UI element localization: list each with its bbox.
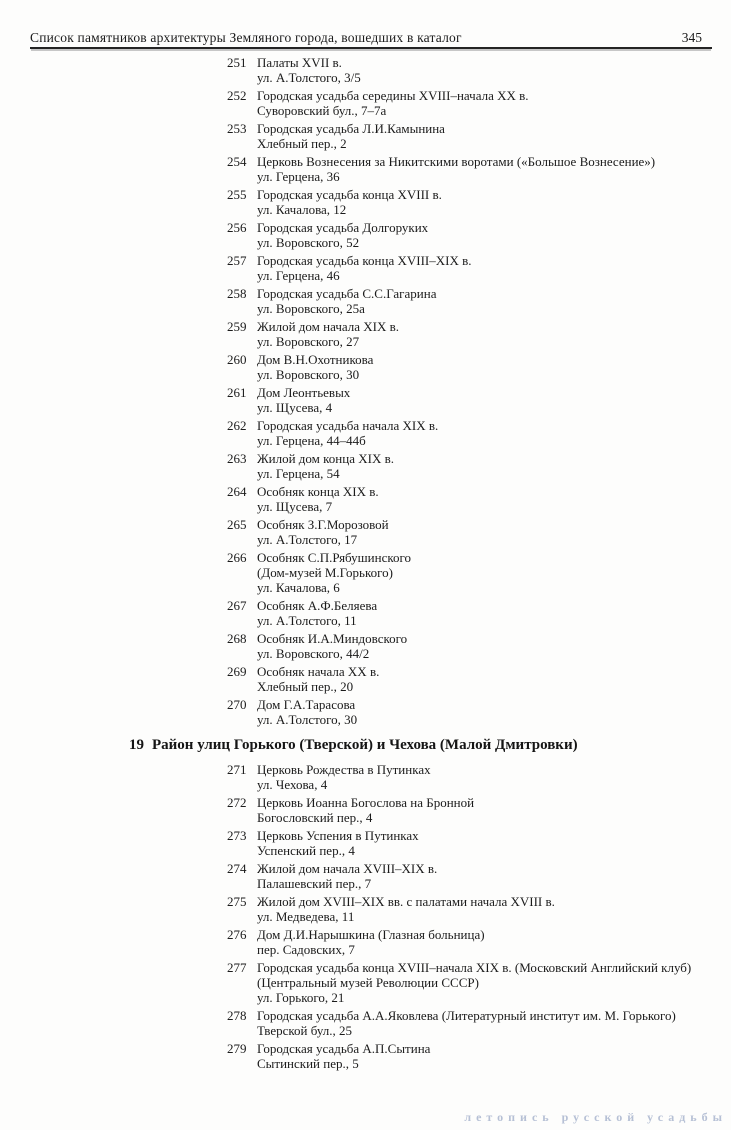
entry-number: 279 xyxy=(227,1041,247,1056)
entry-number: 262 xyxy=(227,418,247,433)
running-header xyxy=(30,30,712,49)
catalog-entry xyxy=(227,451,721,481)
entry-lines xyxy=(257,894,721,924)
entry-lines xyxy=(257,55,721,85)
entry-number: 256 xyxy=(227,220,247,235)
section-heading xyxy=(129,736,721,755)
catalog-entry xyxy=(227,598,721,628)
catalog-entry xyxy=(227,697,721,727)
entry-lines xyxy=(257,664,721,694)
entry-title: Дом В.Н.Охотникова xyxy=(257,352,374,367)
entry-lines xyxy=(257,319,721,349)
catalog-entry xyxy=(227,1008,721,1038)
entry-address: ул. Щусева, 7 xyxy=(257,499,333,514)
entry-title: Городская усадьба Л.И.Камынина xyxy=(257,121,445,136)
page-number: 345 xyxy=(681,30,702,45)
catalog-entry xyxy=(227,795,721,825)
catalog-entry xyxy=(227,352,721,382)
entry-title: Жилой дом XVIII–XIX вв. с палатами начала XVIII в. xyxy=(257,894,555,909)
entry-address: ул. Герцена, 36 xyxy=(257,169,340,184)
entry-number: 255 xyxy=(227,187,247,202)
entry-address: ул. А.Толстого, 11 xyxy=(257,613,357,628)
entry-lines xyxy=(257,1008,721,1038)
entry-number: 275 xyxy=(227,894,247,909)
entry-lines xyxy=(257,286,721,316)
entry-lines xyxy=(257,762,721,792)
catalog-entry xyxy=(227,894,721,924)
entry-number: 266 xyxy=(227,550,247,565)
entry-number: 261 xyxy=(227,385,247,400)
entry-address: ул. Качалова, 6 xyxy=(257,580,340,595)
catalog-entry xyxy=(227,220,721,250)
entry-title: Особняк А.Ф.Беляева xyxy=(257,598,378,613)
entry-number: 272 xyxy=(227,795,247,810)
entry-lines xyxy=(257,121,721,151)
entry-number: 257 xyxy=(227,253,247,268)
entry-title: Городская усадьба конца XVIII–XIX в. xyxy=(257,253,472,268)
entry-number: 263 xyxy=(227,451,247,466)
entry-address: ул. А.Толстого, 17 xyxy=(257,532,358,547)
entry-title: Дом Г.А.Тарасова xyxy=(257,697,356,712)
entry-number: 276 xyxy=(227,927,247,942)
entry-lines xyxy=(257,598,721,628)
entry-lines xyxy=(257,960,721,1005)
entry-lines xyxy=(257,517,721,547)
catalog-entry xyxy=(227,121,721,151)
entry-lines xyxy=(257,484,721,514)
entry-number: 260 xyxy=(227,352,247,367)
entry-title: Палаты XVII в. xyxy=(257,55,342,70)
catalog-entry xyxy=(227,960,721,1005)
entry-subtitle: (Центральный музей Революции СССР) xyxy=(257,975,479,990)
entry-lines xyxy=(257,861,721,891)
entry-lines xyxy=(257,1041,721,1071)
catalog-entry xyxy=(227,828,721,858)
entry-lines xyxy=(257,253,721,283)
entry-number: 269 xyxy=(227,664,247,679)
entry-title: Городская усадьба А.А.Яковлева (Литературный институт им. М. Горького) xyxy=(257,1008,676,1023)
running-header-title: Список памятников архитектуры Земляного города, вошедших в каталог xyxy=(30,30,462,45)
entry-lines xyxy=(257,828,721,858)
entry-address: ул. Герцена, 54 xyxy=(257,466,340,481)
entry-title: Городская усадьба А.П.Сытина xyxy=(257,1041,431,1056)
entry-number: 259 xyxy=(227,319,247,334)
entry-title: Дом Д.И.Нарышкина (Глазная больница) xyxy=(257,927,485,942)
entry-lines xyxy=(257,352,721,382)
entry-address: Суворовский бул., 7–7а xyxy=(257,103,387,118)
entry-number: 253 xyxy=(227,121,247,136)
entry-address: Успенский пер., 4 xyxy=(257,843,355,858)
monument-list-upper xyxy=(0,55,731,727)
catalog-entry xyxy=(227,927,721,957)
catalog-entry xyxy=(227,861,721,891)
entry-address: Богословский пер., 4 xyxy=(257,810,373,825)
catalog-entry xyxy=(227,88,721,118)
catalog-entry xyxy=(227,664,721,694)
entry-address: Хлебный пер., 2 xyxy=(257,136,347,151)
section-title: Район улиц Горького (Тверской) и Чехова (Малой Дмитровки) xyxy=(152,737,578,753)
entry-title: Жилой дом конца XIX в. xyxy=(257,451,394,466)
entry-address: ул. Герцена, 44–44б xyxy=(257,433,366,448)
entry-address: ул. Медведева, 11 xyxy=(257,909,355,924)
entry-title: Городская усадьба С.С.Гагарина xyxy=(257,286,437,301)
entry-address: ул. Воровского, 30 xyxy=(257,367,360,382)
entry-address: ул. А.Толстого, 3/5 xyxy=(257,70,361,85)
scanned-catalog-page xyxy=(0,30,731,1130)
entry-number: 251 xyxy=(227,55,247,70)
entry-lines xyxy=(257,550,721,595)
entry-address: Тверской бул., 25 xyxy=(257,1023,353,1038)
entry-address: ул. Герцена, 46 xyxy=(257,268,340,283)
entry-address: ул. Воровского, 25а xyxy=(257,301,365,316)
entry-title: Церковь Иоанна Богослова на Бронной xyxy=(257,795,475,810)
entry-number: 273 xyxy=(227,828,247,843)
entry-address: ул. А.Толстого, 30 xyxy=(257,712,358,727)
catalog-entry xyxy=(227,1041,721,1071)
entry-title: Особняк С.П.Рябушинского xyxy=(257,550,412,565)
entry-title: Городская усадьба конца XVIII–начала XIX в. (Московский Английский клуб) xyxy=(257,960,692,975)
catalog-entry xyxy=(227,319,721,349)
catalog-entry xyxy=(227,187,721,217)
entry-lines xyxy=(257,451,721,481)
entry-subtitle: (Дом-музей М.Горького) xyxy=(257,565,393,580)
entry-title: Особняк конца XIX в. xyxy=(257,484,379,499)
entry-lines xyxy=(257,697,721,727)
catalog-entry xyxy=(227,484,721,514)
entry-title: Жилой дом начала XVIII–XIX в. xyxy=(257,861,438,876)
entry-address: ул. Воровского, 27 xyxy=(257,334,360,349)
entry-title: Церковь Рождества в Путинках xyxy=(257,762,431,777)
entry-lines xyxy=(257,795,721,825)
entry-title: Городская усадьба конца XVIII в. xyxy=(257,187,442,202)
entry-title: Жилой дом начала XIX в. xyxy=(257,319,400,334)
entry-number: 265 xyxy=(227,517,247,532)
entry-lines xyxy=(257,88,721,118)
entry-number: 270 xyxy=(227,697,247,712)
entry-title: Церковь Успения в Путинках xyxy=(257,828,419,843)
catalog-entry xyxy=(227,253,721,283)
catalog-entry xyxy=(227,385,721,415)
entry-address: пер. Садовских, 7 xyxy=(257,942,355,957)
entry-lines xyxy=(257,631,721,661)
catalog-entry xyxy=(227,154,721,184)
entry-number: 252 xyxy=(227,88,247,103)
section-number: 19 xyxy=(129,737,144,753)
entry-lines xyxy=(257,154,721,184)
monument-list-lower xyxy=(0,762,731,1071)
entry-address: Хлебный пер., 20 xyxy=(257,679,354,694)
catalog-entry xyxy=(227,762,721,792)
catalog-entry xyxy=(227,286,721,316)
entry-number: 268 xyxy=(227,631,247,646)
entry-address: Палашевский пер., 7 xyxy=(257,876,372,891)
catalog-entry xyxy=(227,418,721,448)
entry-lines xyxy=(257,927,721,957)
entry-title: Городская усадьба начала XIX в. xyxy=(257,418,439,433)
entry-title: Особняк начала XX в. xyxy=(257,664,380,679)
entry-address: ул. Воровского, 52 xyxy=(257,235,360,250)
watermark-text: летопись русской усадьбы xyxy=(464,1110,727,1124)
entry-title: Особняк И.А.Миндовского xyxy=(257,631,408,646)
entry-address: Сытинский пер., 5 xyxy=(257,1056,359,1071)
entry-title: Церковь Вознесения за Никитскими воротами («Большое Вознесение») xyxy=(257,154,656,169)
entry-title: Городская усадьба середины XVIII–начала XX в. xyxy=(257,88,529,103)
entry-number: 258 xyxy=(227,286,247,301)
entry-number: 274 xyxy=(227,861,247,876)
entry-number: 267 xyxy=(227,598,247,613)
catalog-entry xyxy=(227,55,721,85)
entry-number: 271 xyxy=(227,762,247,777)
entry-number: 264 xyxy=(227,484,247,499)
entry-address: ул. Щусева, 4 xyxy=(257,400,333,415)
entry-title: Особняк З.Г.Морозовой xyxy=(257,517,389,532)
entry-lines xyxy=(257,418,721,448)
entry-address: ул. Горького, 21 xyxy=(257,990,345,1005)
entry-number: 278 xyxy=(227,1008,247,1023)
catalog-entry xyxy=(227,517,721,547)
catalog-entry xyxy=(227,631,721,661)
entry-lines xyxy=(257,220,721,250)
entry-lines xyxy=(257,187,721,217)
entry-address: ул. Воровского, 44/2 xyxy=(257,646,370,661)
entry-number: 254 xyxy=(227,154,247,169)
entry-address: ул. Чехова, 4 xyxy=(257,777,328,792)
catalog-entry xyxy=(227,550,721,595)
entry-number: 277 xyxy=(227,960,247,975)
entry-title: Городская усадьба Долгоруких xyxy=(257,220,429,235)
entry-lines xyxy=(257,385,721,415)
entry-title: Дом Леонтьевых xyxy=(257,385,351,400)
entry-address: ул. Качалова, 12 xyxy=(257,202,347,217)
